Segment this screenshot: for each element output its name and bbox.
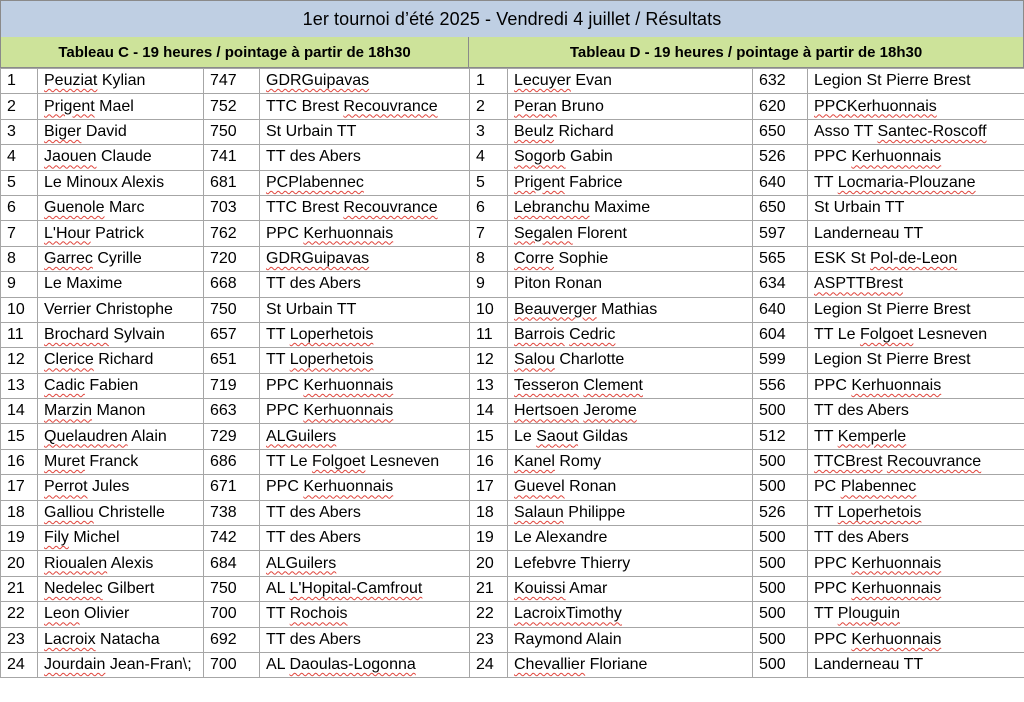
points-cell: 729 — [204, 424, 260, 449]
points-cell: 526 — [753, 500, 808, 525]
player-name-cell: Segalen Florent — [508, 221, 753, 246]
rank-cell: 5 — [1, 170, 38, 195]
tableau-d-header: Tableau D - 19 heures / pointage à partir de 18h30 — [469, 37, 1024, 68]
rank-cell: 13 — [470, 373, 508, 398]
points-cell: 500 — [753, 526, 808, 551]
points-cell: 703 — [204, 195, 260, 220]
club-cell: Asso TT Santec-Roscoff — [808, 119, 1024, 144]
points-cell: 752 — [204, 94, 260, 119]
points-cell: 741 — [204, 145, 260, 170]
player-name-cell: Guenole Marc — [38, 195, 204, 220]
rank-cell: 1 — [470, 69, 508, 94]
club-cell: Legion St Pierre Brest — [808, 348, 1024, 373]
points-cell: 750 — [204, 119, 260, 144]
points-cell: 500 — [753, 576, 808, 601]
rank-cell: 16 — [1, 449, 38, 474]
player-name-cell: Tesseron Clement — [508, 373, 753, 398]
table-row — [1, 94, 470, 119]
player-name-cell: Quelaudren Alain — [38, 424, 204, 449]
player-name-cell: Le Minoux Alexis — [38, 170, 204, 195]
player-name-cell: Prigent Fabrice — [508, 170, 753, 195]
points-cell: 762 — [204, 221, 260, 246]
table-row — [470, 246, 1024, 271]
table-row — [470, 576, 1024, 601]
points-cell: 500 — [753, 602, 808, 627]
player-name-cell: Verrier Christophe — [38, 297, 204, 322]
player-name-cell: Marzin Manon — [38, 399, 204, 424]
club-cell: St Urbain TT — [260, 119, 470, 144]
rank-cell: 11 — [470, 322, 508, 347]
points-cell: 640 — [753, 170, 808, 195]
tableau-d-body — [470, 69, 1024, 678]
club-cell: TT des Abers — [260, 526, 470, 551]
points-cell: 640 — [753, 297, 808, 322]
table-row — [470, 551, 1024, 576]
table-row — [1, 652, 470, 677]
points-cell: 604 — [753, 322, 808, 347]
club-cell: Legion St Pierre Brest — [808, 297, 1024, 322]
table-row — [1, 475, 470, 500]
player-name-cell: Clerice Richard — [38, 348, 204, 373]
points-cell: 500 — [753, 399, 808, 424]
club-cell: TT des Abers — [260, 145, 470, 170]
club-cell: St Urbain TT — [808, 195, 1024, 220]
points-cell: 620 — [753, 94, 808, 119]
club-cell: TT des Abers — [260, 627, 470, 652]
table-row — [470, 500, 1024, 525]
player-name-cell: Brochard Sylvain — [38, 322, 204, 347]
club-cell: TT Locmaria-Plouzane — [808, 170, 1024, 195]
club-cell: PPCKerhuonnais — [808, 94, 1024, 119]
points-cell: 671 — [204, 475, 260, 500]
player-name-cell: Garrec Cyrille — [38, 246, 204, 271]
table-row — [470, 195, 1024, 220]
table-row — [1, 500, 470, 525]
rank-cell: 16 — [470, 449, 508, 474]
club-cell: ASPTTBrest — [808, 272, 1024, 297]
rank-cell: 6 — [1, 195, 38, 220]
player-name-cell: Prigent Mael — [38, 94, 204, 119]
points-cell: 500 — [753, 627, 808, 652]
table-row — [470, 373, 1024, 398]
rank-cell: 14 — [1, 399, 38, 424]
table-row — [470, 475, 1024, 500]
points-cell: 720 — [204, 246, 260, 271]
points-cell: 632 — [753, 69, 808, 94]
points-cell: 634 — [753, 272, 808, 297]
rank-cell: 1 — [1, 69, 38, 94]
player-name-cell: Galliou Christelle — [38, 500, 204, 525]
tableau-c-header: Tableau C - 19 heures / pointage à partir de 18h30 — [0, 37, 469, 68]
rank-cell: 24 — [1, 652, 38, 677]
table-row — [1, 246, 470, 271]
club-cell: TT Rochois — [260, 602, 470, 627]
tableau-c-table — [0, 68, 470, 678]
table-row — [1, 145, 470, 170]
tableau-header-row — [0, 37, 1024, 68]
club-cell: PCPlabennec — [260, 170, 470, 195]
points-cell: 650 — [753, 119, 808, 144]
club-cell: St Urbain TT — [260, 297, 470, 322]
rank-cell: 12 — [470, 348, 508, 373]
rank-cell: 10 — [1, 297, 38, 322]
club-cell: TT Kemperle — [808, 424, 1024, 449]
points-cell: 750 — [204, 576, 260, 601]
player-name-cell: Hertsoen Jerome — [508, 399, 753, 424]
club-cell: ALGuilers — [260, 424, 470, 449]
club-cell: PPC Kerhuonnais — [260, 373, 470, 398]
club-cell: TT Loperhetois — [260, 322, 470, 347]
rank-cell: 7 — [470, 221, 508, 246]
table-row — [470, 94, 1024, 119]
club-cell: TT des Abers — [808, 399, 1024, 424]
club-cell: TTC Brest Recouvrance — [260, 94, 470, 119]
club-cell: TT Loperhetois — [808, 500, 1024, 525]
table-row — [1, 272, 470, 297]
club-cell: Landerneau TT — [808, 221, 1024, 246]
club-cell: PPC Kerhuonnais — [260, 221, 470, 246]
rank-cell: 19 — [1, 526, 38, 551]
points-cell: 750 — [204, 297, 260, 322]
rank-cell: 18 — [1, 500, 38, 525]
table-row — [1, 119, 470, 144]
table-row — [470, 297, 1024, 322]
table-row — [470, 221, 1024, 246]
player-name-cell: Kanel Romy — [508, 449, 753, 474]
player-name-cell: Peuziat Kylian — [38, 69, 204, 94]
player-name-cell: Cadic Fabien — [38, 373, 204, 398]
table-row — [470, 602, 1024, 627]
rank-cell: 22 — [470, 602, 508, 627]
rank-cell: 4 — [470, 145, 508, 170]
player-name-cell: Barrois Cedric — [508, 322, 753, 347]
table-row — [1, 576, 470, 601]
table-row — [470, 272, 1024, 297]
rank-cell: 8 — [1, 246, 38, 271]
player-name-cell: Guevel Ronan — [508, 475, 753, 500]
table-row — [1, 322, 470, 347]
points-cell: 663 — [204, 399, 260, 424]
player-name-cell: Kouissi Amar — [508, 576, 753, 601]
rank-cell: 10 — [470, 297, 508, 322]
rank-cell: 11 — [1, 322, 38, 347]
points-cell: 657 — [204, 322, 260, 347]
rank-cell: 15 — [470, 424, 508, 449]
rank-cell: 9 — [470, 272, 508, 297]
table-row — [1, 449, 470, 474]
table-row — [470, 170, 1024, 195]
player-name-cell: Sogorb Gabin — [508, 145, 753, 170]
table-row — [470, 627, 1024, 652]
table-row — [1, 69, 470, 94]
player-name-cell: Perrot Jules — [38, 475, 204, 500]
player-name-cell: Le Alexandre — [508, 526, 753, 551]
club-cell: GDRGuipavas — [260, 246, 470, 271]
table-row — [470, 526, 1024, 551]
player-name-cell: Lebranchu Maxime — [508, 195, 753, 220]
points-cell: 668 — [204, 272, 260, 297]
rank-cell: 24 — [470, 652, 508, 677]
table-row — [1, 297, 470, 322]
player-name-cell: L'Hour Patrick — [38, 221, 204, 246]
rank-cell: 12 — [1, 348, 38, 373]
rank-cell: 6 — [470, 195, 508, 220]
player-name-cell: Salaun Philippe — [508, 500, 753, 525]
player-name-cell: Biger David — [38, 119, 204, 144]
club-cell: ALGuilers — [260, 551, 470, 576]
club-cell: AL L'Hopital-Camfrout — [260, 576, 470, 601]
points-cell: 650 — [753, 195, 808, 220]
rank-cell: 9 — [1, 272, 38, 297]
points-cell: 599 — [753, 348, 808, 373]
table-row — [1, 602, 470, 627]
player-name-cell: Beulz Richard — [508, 119, 753, 144]
table-row — [1, 348, 470, 373]
player-name-cell: Piton Ronan — [508, 272, 753, 297]
points-cell: 686 — [204, 449, 260, 474]
club-cell: PPC Kerhuonnais — [808, 627, 1024, 652]
player-name-cell: Chevallier Floriane — [508, 652, 753, 677]
table-row — [470, 652, 1024, 677]
club-cell: TT Plouguin — [808, 602, 1024, 627]
rank-cell: 17 — [470, 475, 508, 500]
club-cell: GDRGuipavas — [260, 69, 470, 94]
table-row — [470, 399, 1024, 424]
club-cell: PPC Kerhuonnais — [808, 551, 1024, 576]
club-cell: AL Daoulas-Logonna — [260, 652, 470, 677]
club-cell: Landerneau TT — [808, 652, 1024, 677]
rank-cell: 5 — [470, 170, 508, 195]
table-row — [1, 170, 470, 195]
rank-cell: 21 — [470, 576, 508, 601]
club-cell: Legion St Pierre Brest — [808, 69, 1024, 94]
rank-cell: 15 — [1, 424, 38, 449]
points-cell: 556 — [753, 373, 808, 398]
tableau-c-body — [1, 69, 470, 678]
points-cell: 651 — [204, 348, 260, 373]
table-row — [1, 424, 470, 449]
club-cell: TT des Abers — [260, 500, 470, 525]
table-row — [470, 322, 1024, 347]
points-cell: 500 — [753, 449, 808, 474]
player-name-cell: Muret Franck — [38, 449, 204, 474]
club-cell: TT Le Folgoet Lesneven — [808, 322, 1024, 347]
club-cell: TT des Abers — [808, 526, 1024, 551]
points-cell: 738 — [204, 500, 260, 525]
points-cell: 742 — [204, 526, 260, 551]
rank-cell: 23 — [1, 627, 38, 652]
table-row — [1, 526, 470, 551]
table-row — [1, 627, 470, 652]
player-name-cell: Lacroix Natacha — [38, 627, 204, 652]
player-name-cell: Lefebvre Thierry — [508, 551, 753, 576]
table-row — [1, 373, 470, 398]
points-cell: 526 — [753, 145, 808, 170]
rank-cell: 20 — [470, 551, 508, 576]
rank-cell: 19 — [470, 526, 508, 551]
rank-cell: 2 — [470, 94, 508, 119]
page-title: 1er tournoi d’été 2025 - Vendredi 4 juillet / Résultats — [0, 0, 1024, 38]
club-cell: PC Plabennec — [808, 475, 1024, 500]
rank-cell: 21 — [1, 576, 38, 601]
club-cell: PPC Kerhuonnais — [260, 399, 470, 424]
club-cell: PPC Kerhuonnais — [808, 145, 1024, 170]
club-cell: PPC Kerhuonnais — [808, 576, 1024, 601]
player-name-cell: Le Maxime — [38, 272, 204, 297]
points-cell: 747 — [204, 69, 260, 94]
points-cell: 500 — [753, 551, 808, 576]
club-cell: TT Loperhetois — [260, 348, 470, 373]
player-name-cell: Peran Bruno — [508, 94, 753, 119]
club-cell: TTC Brest Recouvrance — [260, 195, 470, 220]
player-name-cell: Le Saout Gildas — [508, 424, 753, 449]
player-name-cell: Fily Michel — [38, 526, 204, 551]
rank-cell: 22 — [1, 602, 38, 627]
rank-cell: 4 — [1, 145, 38, 170]
points-cell: 700 — [204, 602, 260, 627]
player-name-cell: Jourdain Jean-Fran\; — [38, 652, 204, 677]
club-cell: TTCBrest Recouvrance — [808, 449, 1024, 474]
table-row — [1, 221, 470, 246]
table-row — [470, 348, 1024, 373]
player-name-cell: LacroixTimothy — [508, 602, 753, 627]
rank-cell: 2 — [1, 94, 38, 119]
player-name-cell: Corre Sophie — [508, 246, 753, 271]
rank-cell: 3 — [470, 119, 508, 144]
rank-cell: 18 — [470, 500, 508, 525]
player-name-cell: Nedelec Gilbert — [38, 576, 204, 601]
points-cell: 500 — [753, 652, 808, 677]
points-cell: 681 — [204, 170, 260, 195]
rank-cell: 20 — [1, 551, 38, 576]
rank-cell: 8 — [470, 246, 508, 271]
points-cell: 565 — [753, 246, 808, 271]
table-row — [470, 449, 1024, 474]
points-cell: 684 — [204, 551, 260, 576]
points-cell: 692 — [204, 627, 260, 652]
player-name-cell: Salou Charlotte — [508, 348, 753, 373]
player-name-cell: Raymond Alain — [508, 627, 753, 652]
player-name-cell: Beauverger Mathias — [508, 297, 753, 322]
table-row — [1, 399, 470, 424]
table-row — [470, 119, 1024, 144]
club-cell: TT Le Folgoet Lesneven — [260, 449, 470, 474]
player-name-cell: Jaouen Claude — [38, 145, 204, 170]
player-name-cell: Lecuyer Evan — [508, 69, 753, 94]
rank-cell: 14 — [470, 399, 508, 424]
rank-cell: 17 — [1, 475, 38, 500]
table-row — [1, 551, 470, 576]
points-cell: 512 — [753, 424, 808, 449]
rank-cell: 23 — [470, 627, 508, 652]
table-row — [1, 195, 470, 220]
club-cell: PPC Kerhuonnais — [808, 373, 1024, 398]
rank-cell: 13 — [1, 373, 38, 398]
club-cell: PPC Kerhuonnais — [260, 475, 470, 500]
table-row — [470, 145, 1024, 170]
points-cell: 500 — [753, 475, 808, 500]
points-cell: 719 — [204, 373, 260, 398]
table-row — [470, 424, 1024, 449]
club-cell: ESK St Pol-de-Leon — [808, 246, 1024, 271]
table-row — [470, 69, 1024, 94]
club-cell: TT des Abers — [260, 272, 470, 297]
rank-cell: 7 — [1, 221, 38, 246]
player-name-cell: Leon Olivier — [38, 602, 204, 627]
tableau-d-table — [469, 68, 1024, 678]
rank-cell: 3 — [1, 119, 38, 144]
points-cell: 700 — [204, 652, 260, 677]
points-cell: 597 — [753, 221, 808, 246]
player-name-cell: Rioualen Alexis — [38, 551, 204, 576]
